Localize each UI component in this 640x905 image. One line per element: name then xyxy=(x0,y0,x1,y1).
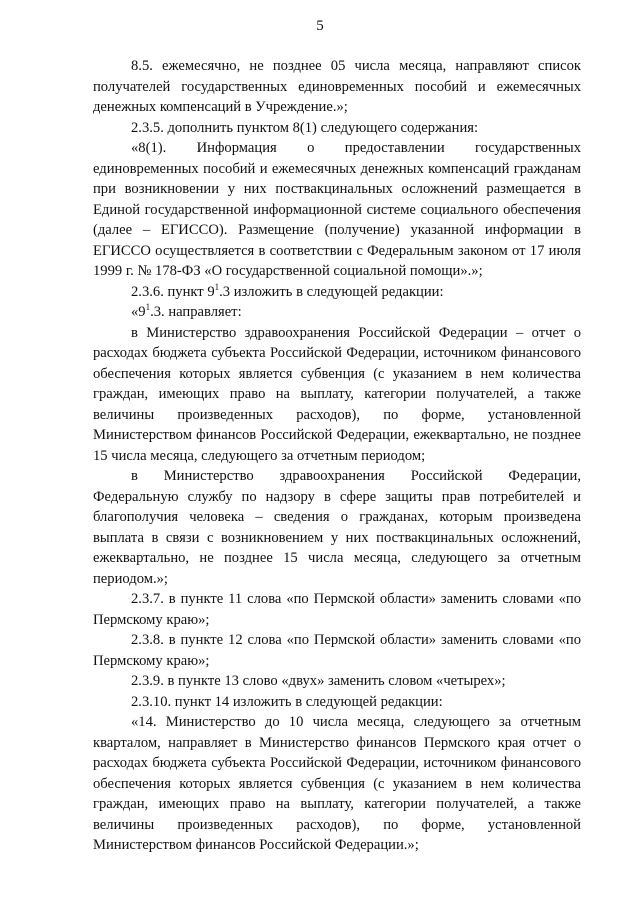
document-body xyxy=(93,56,581,856)
paragraph-14: «14. Министерство до 10 числа месяца, следующего за отчетным кварталом, направляет в Министерство финансов Пермского края отчет о расходах бюджета субъекта Российской Федерации, источником финансового обеспечения которых является субвенция (с указанием в нем количества граждан, имеющих право на выплату, категории получателей, а также величины произведенных расходов), по форме, установленной Министерством финансов Российской Федерации.»; xyxy=(93,714,581,853)
page-number: 5 xyxy=(316,18,324,34)
paragraph-2-3-6-start: 2.3.6. пункт 9 xyxy=(131,283,215,300)
paragraph-minzdrav-rospotrebnadzor: в Министерство здравоохранения Российской Федерации, Федеральную службу по надзору в сфере защиты прав потребителей и благополучия человека – сведения о гражданах, которым произведена выплата в связи с возникновением у них поствакцинальных осложнений, ежеквартально, не позднее 15 числа месяца, следующего за отчетным периодом.»; xyxy=(93,468,581,587)
paragraph-2-3-6-end: .3 изложить в следующей редакции: xyxy=(219,283,444,300)
paragraph-2-3-6 xyxy=(93,282,581,303)
superscript: 1 xyxy=(145,302,151,313)
paragraph-2-3-9: 2.3.9. в пункте 13 слово «двух» заменить словом «четырех»; xyxy=(131,673,506,689)
superscript: 1 xyxy=(214,281,220,292)
paragraph-2-3-10: 2.3.10. пункт 14 изложить в следующей редакции: xyxy=(131,693,443,710)
paragraph-2-3-8: 2.3.8. в пункте 12 слова «по Пермской области» заменить словами «по Пермскому краю»; xyxy=(93,632,581,669)
paragraph-2-3-7: 2.3.7. в пункте 11 слова «по Пермской области» заменить словами «по Пермскому краю»; xyxy=(93,591,581,628)
paragraph-9-1-3-start: «9 xyxy=(131,304,146,320)
paragraph-2-3-5: 2.3.5. дополнить пунктом 8(1) следующего содержания: xyxy=(131,119,479,136)
paragraph-9-1-3-end: .3. направляет: xyxy=(150,304,242,320)
paragraph-9-1-3 xyxy=(93,302,581,323)
paragraph-8-5: 8.5. ежемесячно, не позднее 05 числа месяца, направляют список получателей государственных единовременных пособий и ежемесячных денежных компенсаций в Учреждение.»; xyxy=(93,58,581,115)
paragraph-8-1: «8(1). Информация о предоставлении государственных единовременных пособий и ежемесячных денежных компенсаций гражданам при возникновении у них поствакцинальных осложнений размещается в Единой государственной информационной системе социального обеспечения (далее – ЕГИССО). Размещение (получение) указанной информации в ЕГИССО осуществляется в соответствии с Федеральным законом от 17 июля 1999 г. № 178-ФЗ «О государственной социальной помощи».»; xyxy=(93,140,581,279)
paragraph-minzdrav-report: в Министерство здравоохранения Российской Федерации – отчет о расходах бюджета субъекта Российской Федерации, источником финансового обеспечения которых является субвенция (с указанием в нем количества граждан, имеющих право на выплату, категории получателей, а также величины произведенных расходов), по форме, установленной Министерством финансов Российской Федерации, ежеквартально, не позднее 15 числа месяца, следующего за отчетным периодом; xyxy=(93,324,581,464)
